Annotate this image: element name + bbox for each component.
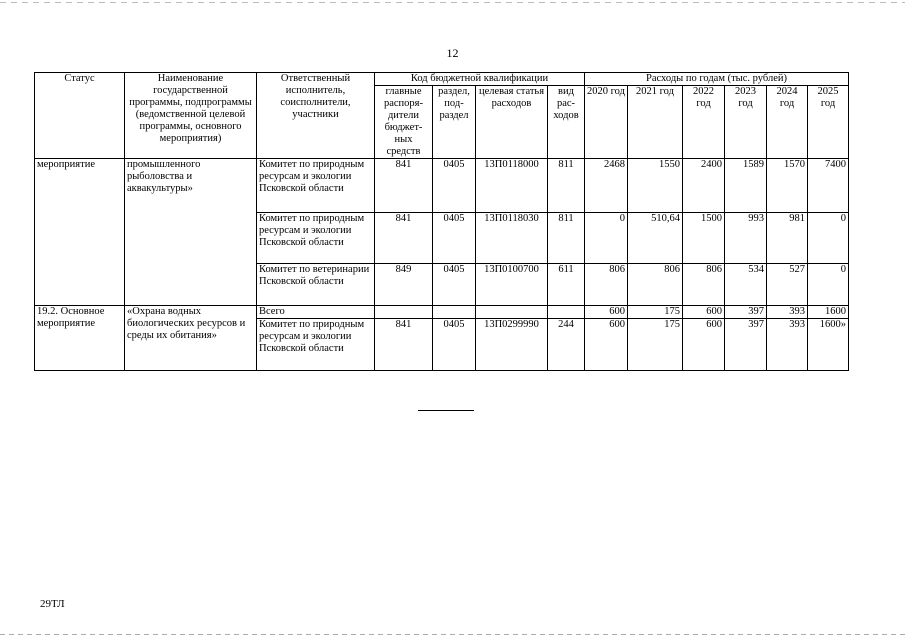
header-section: раздел, под-раздел: [433, 86, 476, 159]
row-type: 811: [548, 213, 585, 264]
row-value-2022: 600: [683, 306, 725, 319]
row-section: 0405: [433, 264, 476, 306]
row-type: 244: [548, 319, 585, 371]
header-year-2024: 2024 год: [767, 86, 808, 159]
row-status: мероприятие: [35, 159, 125, 306]
header-type: вид рас-ходов: [548, 86, 585, 159]
row-target: 13П0299990: [476, 319, 548, 371]
row-value-2024: 393: [767, 319, 808, 371]
row-type-empty: [548, 306, 585, 319]
header-target: целевая статья расходов: [476, 86, 548, 159]
row-value-2023: 397: [725, 319, 767, 371]
row-value-2020: 0: [585, 213, 628, 264]
header-budget-code: Код бюджетной квалификации: [375, 73, 585, 86]
row-section: 0405: [433, 319, 476, 371]
row-value-2023: 534: [725, 264, 767, 306]
row-grbs: 841: [375, 319, 433, 371]
row-grbs-empty: [375, 306, 433, 319]
row-name: «Охрана водных биологических ресурсов и среды их обитания»: [125, 306, 257, 371]
row-target: 13П0118000: [476, 159, 548, 213]
row-section: 0405: [433, 159, 476, 213]
header-name: Наименование государственной программы, подпрограммы (ведомственной целевой программы, основного мероприятия): [125, 73, 257, 159]
header-status: Статус: [35, 73, 125, 159]
row-responsible: Всего: [257, 306, 375, 319]
row-section-empty: [433, 306, 476, 319]
row-value-2023: 993: [725, 213, 767, 264]
header-year-2020: 2020 год: [585, 86, 628, 159]
table-row: [35, 159, 849, 213]
row-value-2021: 510,64: [628, 213, 683, 264]
row-responsible: Комитет по природным ресурсам и экологии Псковской области: [257, 213, 375, 264]
scan-edge-top: [0, 2, 905, 3]
row-section: 0405: [433, 213, 476, 264]
row-name: промышленного рыболовства и аквакультуры»: [125, 159, 257, 306]
row-value-2021: 1550: [628, 159, 683, 213]
row-responsible: Комитет по природным ресурсам и экологии Псковской области: [257, 319, 375, 371]
header-expenses: Расходы по годам (тыс. рублей): [585, 73, 849, 86]
row-value-2021: 175: [628, 319, 683, 371]
row-value-2021: 806: [628, 264, 683, 306]
header-row-1: [35, 73, 849, 86]
budget-table: [34, 72, 849, 371]
row-value-2024: 981: [767, 213, 808, 264]
header-responsible: Ответственный исполнитель, соисполнители, участники: [257, 73, 375, 159]
row-grbs: 841: [375, 213, 433, 264]
row-value-2025: 1600»: [808, 319, 849, 371]
row-value-2025: 7400: [808, 159, 849, 213]
header-year-2023: 2023 год: [725, 86, 767, 159]
table-row-total: [35, 306, 849, 319]
header-grbs: главные распоря-дители бюджет-ных средств: [375, 86, 433, 159]
row-value-2025: 0: [808, 213, 849, 264]
row-responsible: Комитет по ветеринарии Псковской области: [257, 264, 375, 306]
row-value-2020: 600: [585, 306, 628, 319]
row-target-empty: [476, 306, 548, 319]
row-value-2021: 175: [628, 306, 683, 319]
scan-edge-bottom: [0, 634, 905, 635]
row-value-2022: 600: [683, 319, 725, 371]
row-value-2024: 527: [767, 264, 808, 306]
row-value-2020: 806: [585, 264, 628, 306]
row-value-2023: 397: [725, 306, 767, 319]
row-value-2020: 2468: [585, 159, 628, 213]
row-grbs: 849: [375, 264, 433, 306]
footer-code: 29ТЛ: [40, 598, 65, 610]
row-value-2022: 806: [683, 264, 725, 306]
row-value-2022: 2400: [683, 159, 725, 213]
row-value-2024: 1570: [767, 159, 808, 213]
row-grbs: 841: [375, 159, 433, 213]
row-status: 19.2. Основное мероприятие: [35, 306, 125, 371]
row-responsible: Комитет по природным ресурсам и экологии Псковской области: [257, 159, 375, 213]
row-target: 13П0100700: [476, 264, 548, 306]
row-value-2023: 1589: [725, 159, 767, 213]
row-target: 13П0118030: [476, 213, 548, 264]
row-type: 811: [548, 159, 585, 213]
page-number: 12: [446, 46, 459, 60]
row-value-2022: 1500: [683, 213, 725, 264]
row-value-2025: 0: [808, 264, 849, 306]
divider-line: [418, 410, 474, 411]
header-year-2021: 2021 год: [628, 86, 683, 159]
row-value-2024: 393: [767, 306, 808, 319]
row-value-2020: 600: [585, 319, 628, 371]
header-year-2022: 2022 год: [683, 86, 725, 159]
row-value-2025: 1600: [808, 306, 849, 319]
header-year-2025: 2025 год: [808, 86, 849, 159]
row-type: 611: [548, 264, 585, 306]
